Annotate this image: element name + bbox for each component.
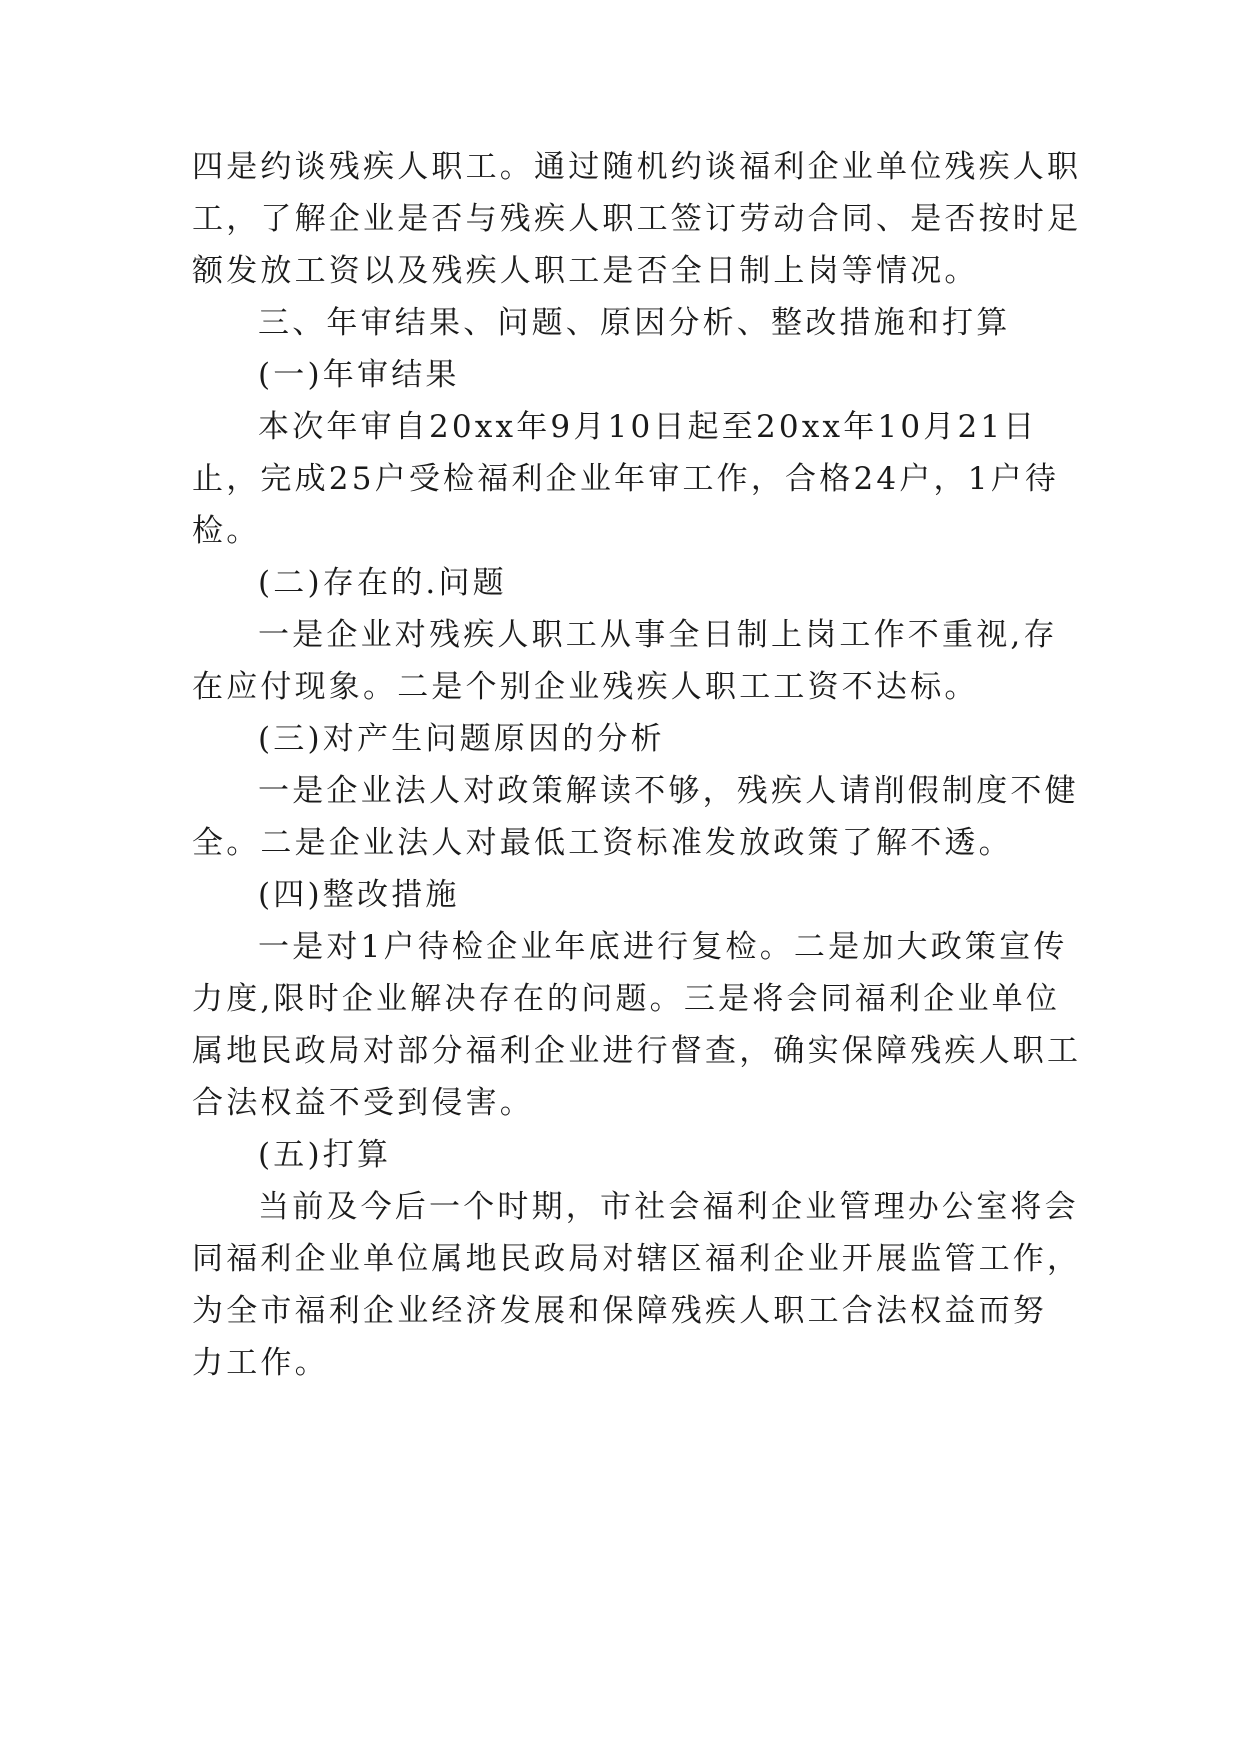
paragraph-line: 检。 [192, 513, 261, 549]
subsection-heading: (五)打算 [258, 1137, 392, 1173]
paragraph-line: 力工作。 [192, 1345, 329, 1381]
paragraph-line: 同福利企业单位属地民政局对辖区福利企业开展监管工作， [192, 1241, 1082, 1277]
paragraph-line: 全。二是企业法人对最低工资标准发放政策了解不透。 [192, 825, 1013, 861]
subsection-heading: (一)年审结果 [258, 357, 460, 393]
paragraph-line: 止，完成25户受检福利企业年审工作，合格24户，1户待 [192, 461, 1060, 497]
subsection-heading: (四)整改措施 [258, 877, 460, 913]
paragraph-line: 力度,限时企业解决存在的问题。三是将会同福利企业单位 [192, 981, 1061, 1017]
paragraph-line: 本次年审自20xx年9月10日起至20xx年10月21日 [258, 409, 1038, 445]
paragraph-line: 为全市福利企业经济发展和保障残疾人职工合法权益而努 [192, 1293, 1047, 1329]
paragraph-line: 四是约谈残疾人职工。通过随机约谈福利企业单位残疾人职 [192, 149, 1082, 185]
paragraph-line: 一是对1户待检企业年底进行复检。二是加大政策宣传 [258, 929, 1068, 965]
paragraph-line: 在应付现象。二是个别企业残疾人职工工资不达标。 [192, 669, 979, 705]
paragraph-line: 工，了解企业是否与残疾人职工签订劳动合同、是否按时足 [192, 201, 1082, 237]
paragraph-line: 额发放工资以及残疾人职工是否全日制上岗等情况。 [192, 253, 979, 289]
paragraph-line: 一是企业对残疾人职工从事全日制上岗工作不重视,存 [258, 617, 1058, 653]
section-heading: 三、年审结果、问题、原因分析、整改措施和打算 [258, 305, 1011, 341]
subsection-heading: (三)对产生问题原因的分析 [258, 721, 665, 757]
paragraph-line: 当前及今后一个时期，市社会福利企业管理办公室将会 [258, 1189, 1079, 1225]
paragraph-line: 合法权益不受到侵害。 [192, 1085, 534, 1121]
paragraph-line: 属地民政局对部分福利企业进行督查，确实保障残疾人职工 [192, 1033, 1082, 1069]
subsection-heading: (二)存在的.问题 [258, 565, 507, 601]
paragraph-line: 一是企业法人对政策解读不够，残疾人请削假制度不健 [258, 773, 1079, 809]
